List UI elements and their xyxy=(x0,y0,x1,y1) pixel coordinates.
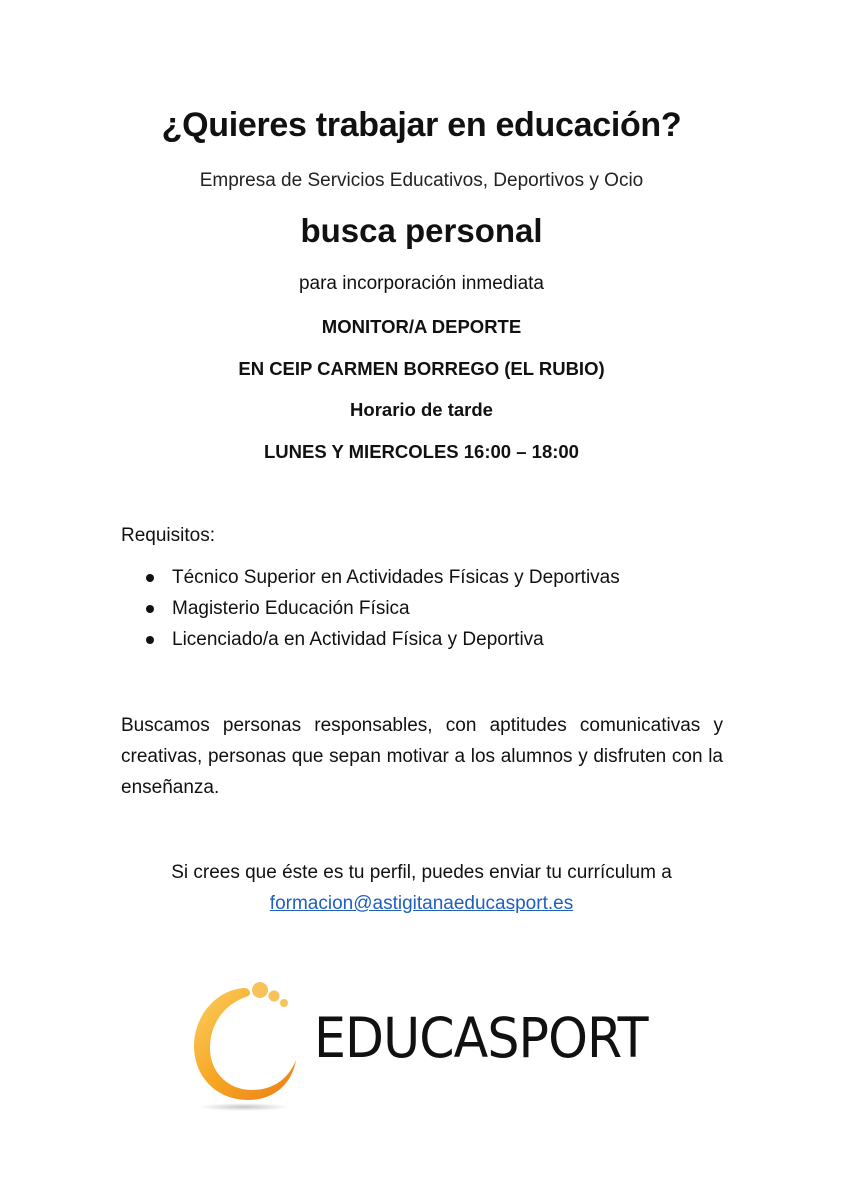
job-days: LUNES Y MIERCOLES 16:00 – 18:00 xyxy=(264,441,579,462)
description-paragraph: Buscamos personas responsables, con aptitudes comunicativas y creativas, personas que sepan motivar a los alumnos y disfruten con la enseñanza. xyxy=(121,715,723,798)
contact-text: Si crees que éste es tu perfil, puedes enviar tu currículum a xyxy=(171,862,672,883)
company-subtitle: Empresa de Servicios Educativos, Deportivos y Ocio xyxy=(199,170,644,191)
list-item-text: Magisterio Educación Física xyxy=(172,598,410,619)
page-title: ¿Quieres trabajar en educación? xyxy=(161,106,682,144)
list-item xyxy=(121,628,620,659)
job-schedule: Horario de tarde xyxy=(350,399,493,420)
logo-wordmark: EDUCASPORT xyxy=(314,1006,648,1070)
bullet-icon xyxy=(146,636,154,644)
bullet-icon xyxy=(146,574,154,582)
busca-heading: busca personal xyxy=(300,212,543,249)
list-item xyxy=(121,597,620,628)
list-item-text: Técnico Superior en Actividades Físicas y Deportivas xyxy=(172,567,620,588)
list-item-text: Licenciado/a en Actividad Física y Deportiva xyxy=(172,629,544,650)
bullet-icon xyxy=(146,605,154,613)
list-item xyxy=(121,566,620,597)
incorporation-text: para incorporación inmediata xyxy=(298,273,545,294)
requirements-list xyxy=(121,566,620,659)
educasport-logo xyxy=(186,976,666,1116)
contact-block xyxy=(0,857,843,919)
email-link[interactable]: formacion@astigitanaeducasport.es xyxy=(269,893,574,914)
job-location: EN CEIP CARMEN BORREGO (EL RUBIO) xyxy=(238,358,605,379)
job-position: MONITOR/A DEPORTE xyxy=(321,316,522,337)
requirements-title: Requisitos: xyxy=(121,525,215,546)
logo-swoosh-icon xyxy=(186,976,316,1116)
